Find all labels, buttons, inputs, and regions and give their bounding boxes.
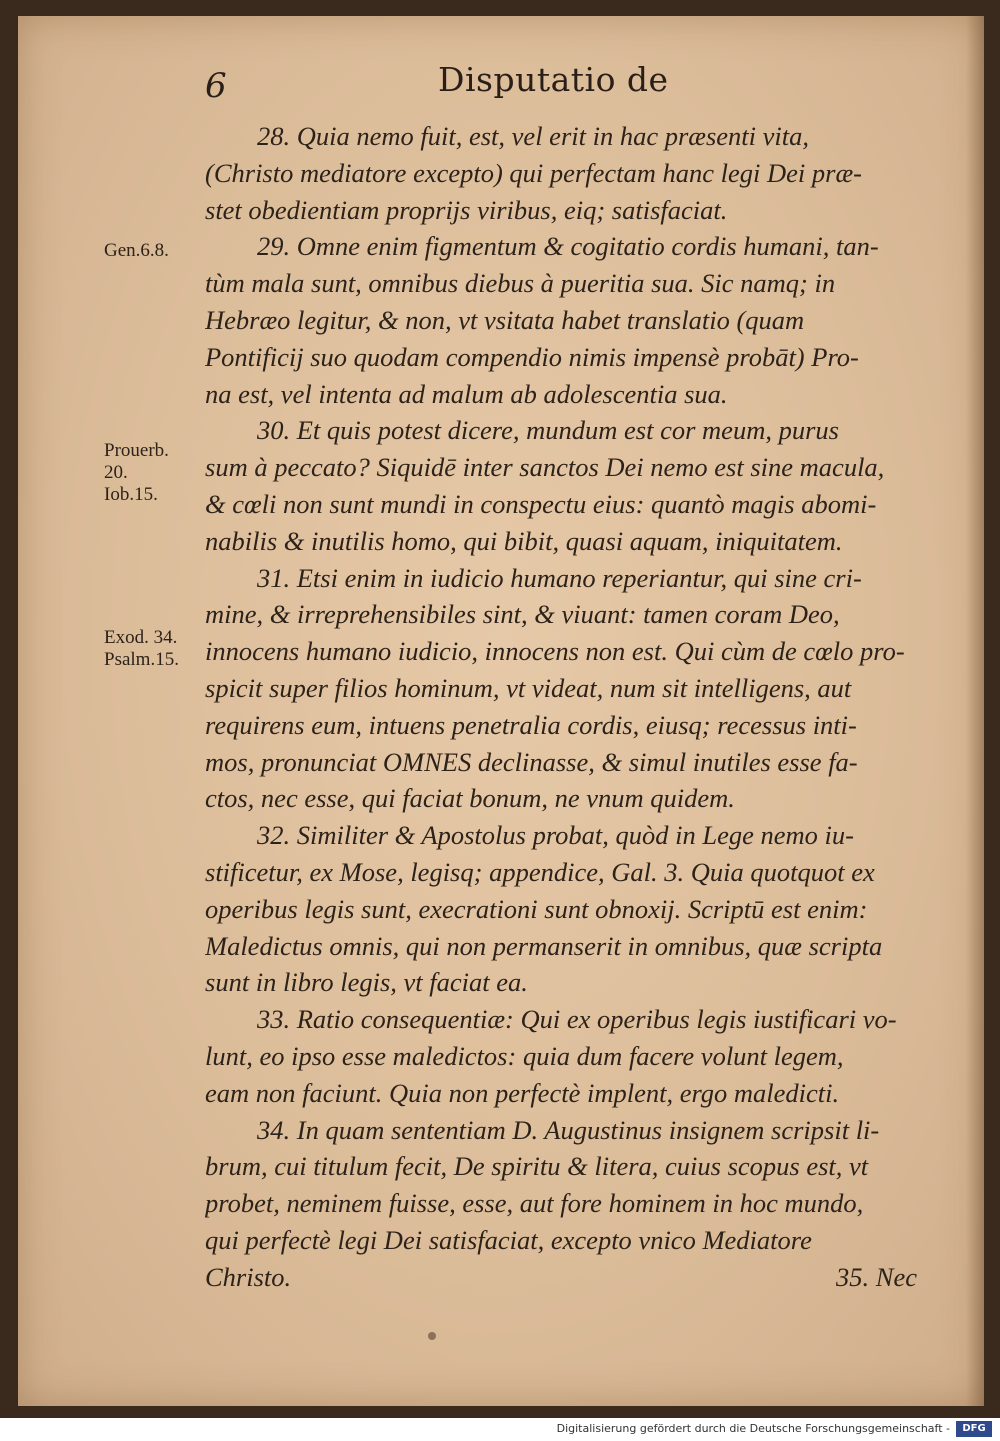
text-line: lunt, eo ipso esse maledictos: quia dum facere volunt legem, <box>205 1040 844 1071</box>
text-line: Hebræo legitur, & non, vt vsitata habet translatio (quam <box>205 304 805 335</box>
text-line: mine, & irreprehensibiles sint, & viuant: tamen coram Deo, <box>205 599 840 630</box>
running-head: Disputatio de <box>438 60 669 99</box>
text-line: qui perfectè legi Dei satisfaciat, excepto vnico Mediatore <box>205 1224 812 1255</box>
text-line-content: Christo. <box>205 1261 292 1292</box>
text-line: eam non faciunt. Quia non perfectè implent, ergo maledicti. <box>205 1077 840 1108</box>
text-line: na est, vel intenta ad malum ab adolescentia sua. <box>205 378 728 409</box>
page-header <box>0 60 1000 120</box>
footer-bar <box>0 1418 1000 1441</box>
text-line: (Christo mediatore excepto) qui perfectam hanc legi Dei præ- <box>205 157 862 188</box>
catchword: 35. Nec <box>836 1261 917 1292</box>
text-line: sum à peccato? Siquidē inter sanctos Dei nemo est sine macula, <box>205 452 885 483</box>
footer-credit: Digitalisierung gefördert durch die Deutsche Forschungsgemeinschaft - <box>556 1422 950 1435</box>
text-line: mos, pronunciat OMNES declinasse, & simul inutiles esse fa- <box>205 746 858 777</box>
text-line: nabilis & inutilis homo, qui bibit, quasi aquam, iniquitatem. <box>205 525 843 556</box>
text-line: Pontificij suo quodam compendio nimis impensè probāt) Pro- <box>205 341 859 372</box>
text-line: sunt in libro legis, vt faciat ea. <box>205 967 528 998</box>
text-line: stet obedientiam proprijs viribus, eiq; satisfaciat. <box>205 194 728 225</box>
page-number: 6 <box>205 66 227 106</box>
text-line: 30. Et quis potest dicere, mundum est cor meum, purus <box>257 415 839 446</box>
margin-note-proverbs-job: Prouerb. 20. Iob.15. <box>104 440 169 505</box>
dfg-logo: DFG <box>956 1421 992 1437</box>
text-line: Maledictus omnis, qui non permanserit in omnibus, quæ scripta <box>205 930 883 961</box>
margin-note-genesis: Gen.6.8. <box>104 240 169 261</box>
text-line: & cœli non sunt mundi in conspectu eius: quantò magis abomi- <box>205 488 877 519</box>
ink-speck <box>428 1332 436 1340</box>
text-line: brum, cui titulum fecit, De spiritu & litera, cuius scopus est, vt <box>205 1151 869 1182</box>
text-line: 33. Ratio consequentiæ: Qui ex operibus legis iustificari vo- <box>257 1004 897 1035</box>
text-line: 31. Etsi enim in iudicio humano reperiantur, qui sine cri- <box>257 562 862 593</box>
text-line: 32. Similiter & Apostolus probat, quòd in Lege nemo iu- <box>257 820 854 851</box>
text-line: ctos, nec esse, qui faciat bonum, ne vnum quidem. <box>205 783 735 814</box>
text-line: probet, neminem fuisse, esse, aut fore hominem in hoc mundo, <box>205 1188 864 1219</box>
text-line: spicit super filios hominum, vt videat, num sit intelligens, aut <box>205 672 852 703</box>
text-line: 28. Quia nemo fuit, est, vel erit in hac præsenti vita, <box>257 121 810 151</box>
body-text <box>205 118 917 1296</box>
margin-note-exodus-psalms: Exod. 34. Psalm.15. <box>104 627 179 670</box>
page-edge-shadow <box>966 16 984 1406</box>
text-line: requirens eum, intuens penetralia cordis, eiusq; recessus inti- <box>205 709 857 740</box>
text-line: stificetur, ex Mose, legisq; appendice, Gal. 3. Quia quotquot ex <box>205 856 875 887</box>
text-line: 29. Omne enim figmentum & cogitatio cordis humani, tan- <box>257 231 879 262</box>
text-line <box>205 1259 917 1296</box>
text-line: operibus legis sunt, execrationi sunt obnoxij. Scriptū est enim: <box>205 893 868 924</box>
text-line: innocens humano iudicio, innocens non est. Qui cùm de cœlo pro- <box>205 636 905 667</box>
text-line: 34. In quam sententiam D. Augustinus insignem scripsit li- <box>257 1114 880 1145</box>
text-line: tùm mala sunt, omnibus diebus à pueritia sua. Sic namq; in <box>205 268 836 299</box>
